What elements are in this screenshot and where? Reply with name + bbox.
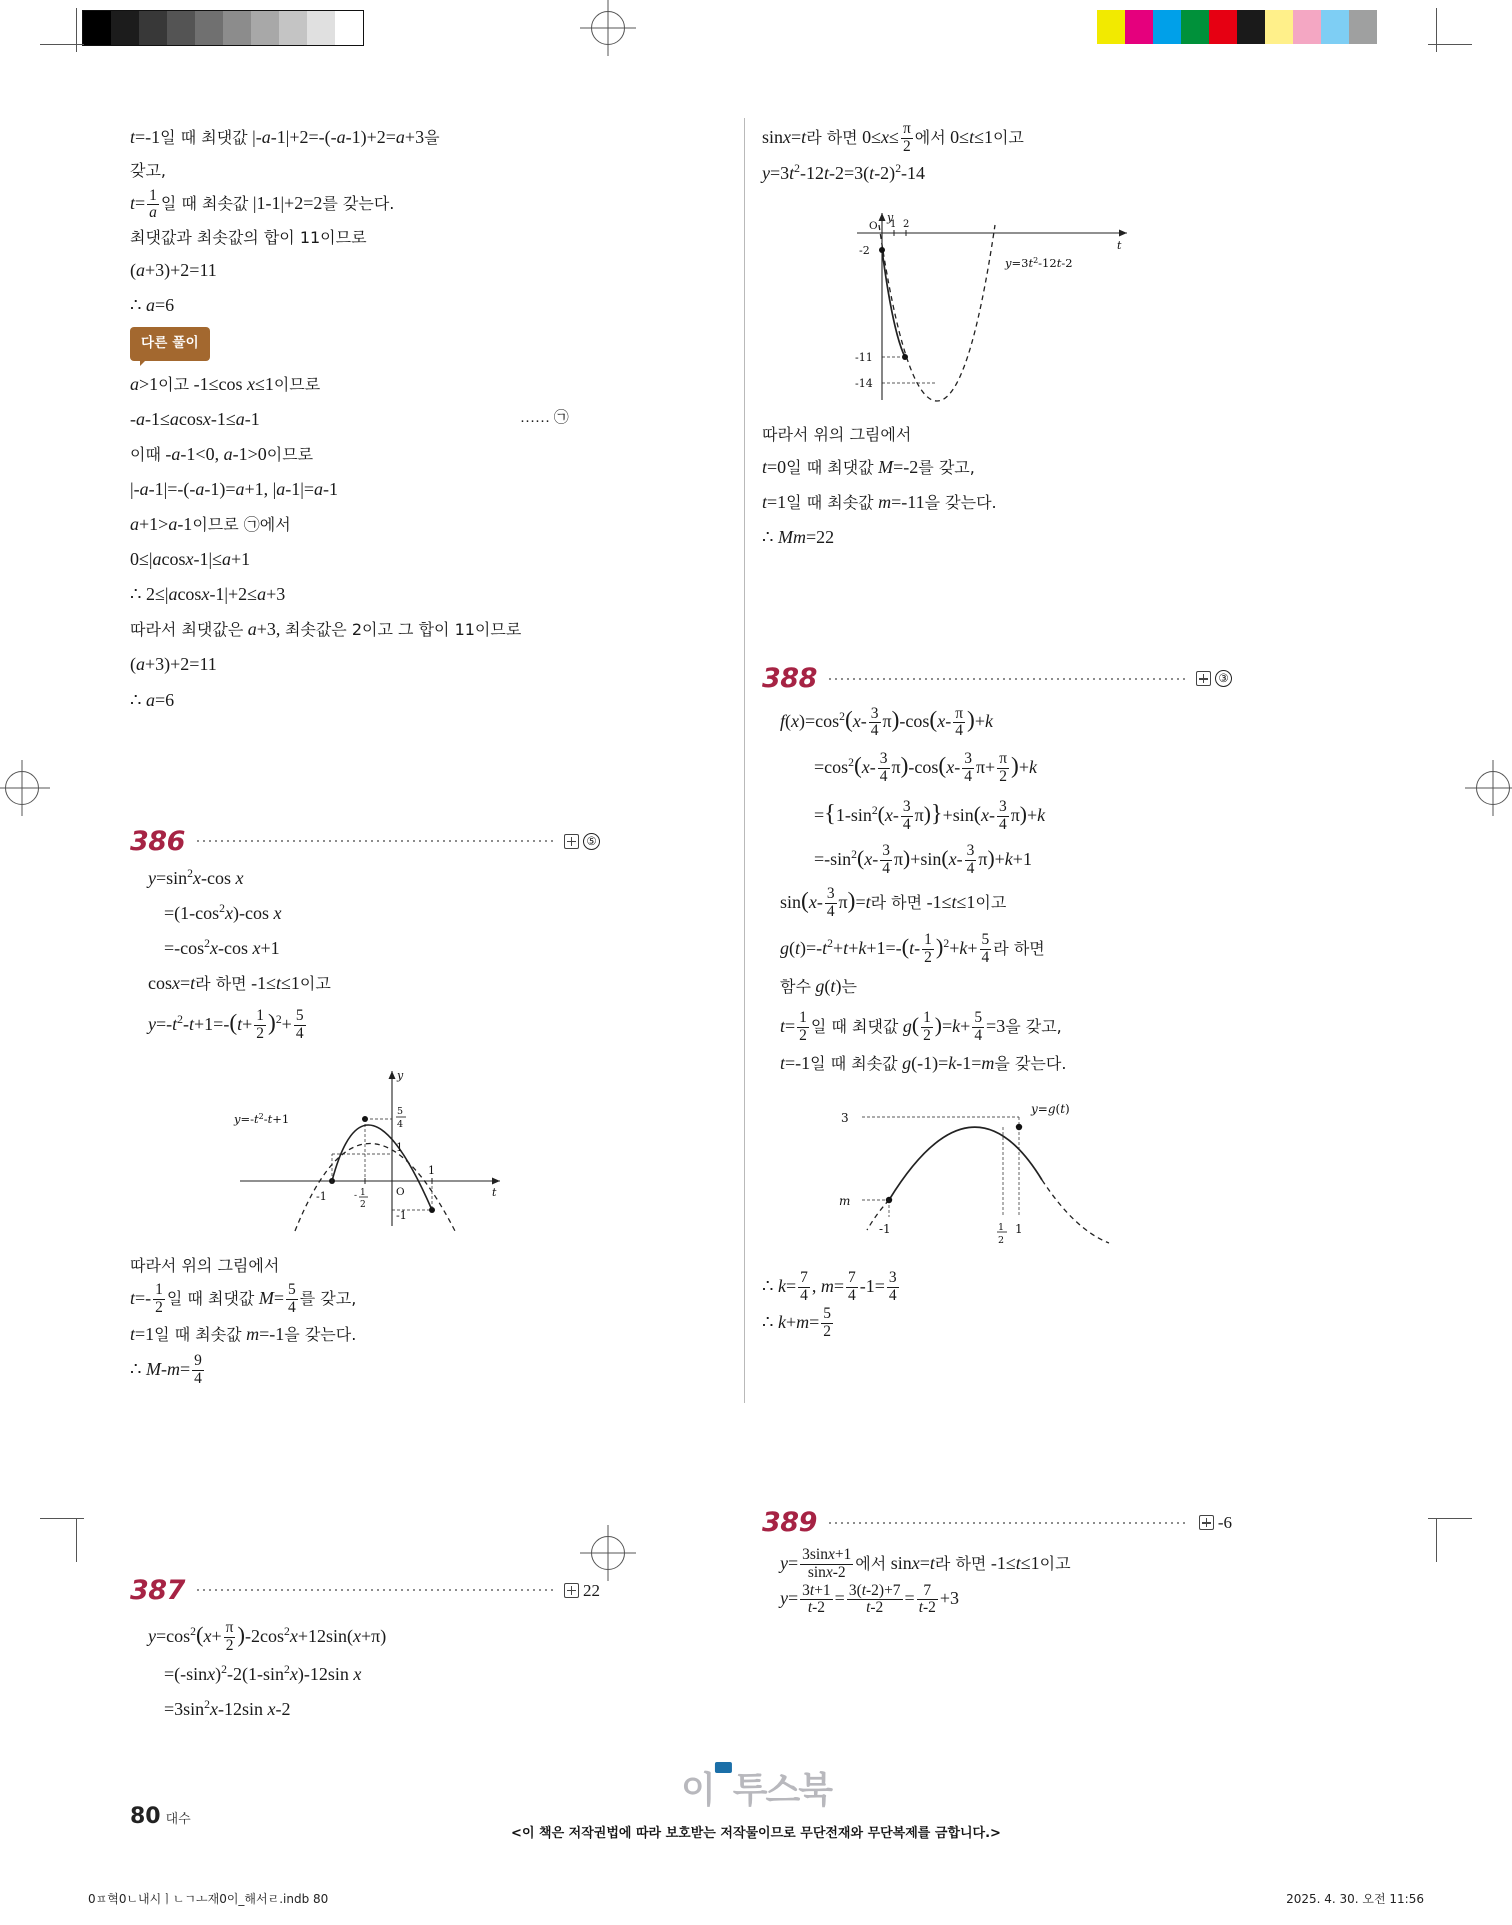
solution-line: $g(t)=-t^2+t+k+1=-(t-$ $\frac{1}{2}$ )$^2$+k+ $\frac{5}{4}$ 라 하면 <box>780 931 1045 966</box>
svg-text:-11: -11 <box>855 350 873 364</box>
reference-mark: …… ㉠ <box>520 409 569 426</box>
solution-line: t=-1일 때 최솟값 g(-1)=k-1=m을 갖는다. <box>780 1052 1067 1073</box>
problem-number: 386 <box>130 825 185 857</box>
solution-line: y= $\frac{3t+1}{t-2}$ = $\frac{3(t-2)+7}{t-2}$ = $\frac{7}{t-2}$ +3 <box>780 1581 960 1617</box>
svg-text:2: 2 <box>903 218 910 230</box>
figure-386 <box>130 1061 600 1236</box>
solution-line: ∴ a=6 <box>130 689 175 710</box>
svg-text:3: 3 <box>841 1110 849 1125</box>
dotted-leader <box>829 678 1186 680</box>
crop-mark-bottom-left <box>40 1510 84 1554</box>
solution-line: ∴ k= $\frac{7}{4}$ , m= $\frac{7}{4}$ -1= $\frac{3}{4}$ <box>762 1269 897 1304</box>
crop-mark-top-left <box>40 8 84 52</box>
figure-388 <box>762 1095 1232 1255</box>
problem-header-388 <box>762 663 1232 695</box>
solution-line: $=\cos^2(x-$ $\frac{3}{4}$ π)-cos(x- $\frac{3}{4}$ π+ $\frac{\pi}{2}$ )+k <box>814 750 1037 786</box>
problem-header-389 <box>762 1506 1232 1539</box>
solution-line: $=3\sin^2x-12\sin$ x-2 <box>164 1697 291 1719</box>
solution-line: 0≤|acosx-1|≤a+1 <box>130 549 251 570</box>
solution-line: 따라서 위의 그림에서 <box>130 1255 280 1275</box>
solution-line: $=(1-\cos^2x)-\cos$ x <box>164 901 282 923</box>
solution-line: $y=\cos^2(x+$ $\frac{\pi}{2}$ )$-2\cos^2x+12\sin(x+\pi)$ <box>148 1618 387 1654</box>
svg-text:-1: -1 <box>879 1221 891 1236</box>
problem-header-387 <box>130 1574 600 1607</box>
registration-mark-right <box>1465 760 1512 816</box>
solution-line: 이때 -a-1<0, a-1>0이므로 <box>130 443 314 464</box>
solution-line: 함수 g(t)는 <box>780 975 857 996</box>
svg-text:O: O <box>396 1185 405 1198</box>
logo-text-left: 이 <box>680 1770 714 1811</box>
print-timestamp: 2025. 4. 30. 오전 11:56 <box>1286 1892 1424 1906</box>
solution-line: $y=\sin^2x-\cos$ x <box>148 866 244 888</box>
solution-line: ∴ M-m= $\frac{9}{4}$ <box>130 1352 202 1387</box>
solution-line: $=\{1-\sin^2(x-$ $\frac{3}{4}$ π)}+sin(x- $\frac{3}{4}$ π)+k <box>814 797 1046 833</box>
alt-solution-tag <box>130 323 600 366</box>
solution-line: 갖고, <box>130 161 166 181</box>
svg-text:m: m <box>839 1193 851 1208</box>
answer-group <box>564 1574 600 1607</box>
svg-text:-: - <box>354 1190 358 1201</box>
svg-text:y: y <box>887 210 894 224</box>
answer-badge-icon <box>1196 671 1211 686</box>
crop-mark-top-right <box>1428 8 1472 52</box>
answer-badge-icon <box>1199 1515 1214 1530</box>
solution-line: 따라서 위의 그림에서 <box>762 424 912 444</box>
answer-value: ⑤ <box>583 833 600 850</box>
answer-group <box>1199 1506 1232 1539</box>
dotted-leader <box>829 1522 1189 1524</box>
page-number: 80 <box>130 1804 161 1829</box>
solution-line: ∴ k+m= $\frac{5}{2}$ <box>762 1304 831 1340</box>
solution-line: a+1>a-1이므로 ㉠에서 <box>130 514 291 535</box>
parabola-chart-388 <box>817 1095 1177 1255</box>
registration-mark-top <box>580 0 636 56</box>
svg-text:t: t <box>1117 238 1122 252</box>
svg-text:-14: -14 <box>855 376 873 390</box>
answer-group <box>564 833 600 850</box>
solution-line: $f(x)=\cos^2(x-$ $\frac{3}{4}$ π)-cos(x- $\frac{\pi}{4}$ )+k <box>780 704 993 740</box>
answer-badge-icon <box>564 1583 579 1598</box>
svg-text:5: 5 <box>397 1105 404 1117</box>
greyscale-calibration-bar <box>82 10 364 46</box>
solution-line: $=(-\sin x)^2-2(1-\sin^2x)-12\sin$ x <box>164 1662 362 1684</box>
svg-text:1: 1 <box>396 1140 403 1154</box>
figure-caption-387: $y=3t^2-12t-2$ <box>1005 255 1073 270</box>
alt-solution-label: 다른 풀이 <box>130 327 210 360</box>
answer-badge-icon <box>564 834 579 849</box>
parabola-chart-386 <box>200 1061 530 1236</box>
solution-line: -a-1≤acosx-1≤a-1 …… ㉠ <box>130 402 600 437</box>
problem-number: 387 <box>130 1574 185 1606</box>
crop-mark-bottom-right <box>1428 1510 1472 1554</box>
solution-line: t= $\frac{1}{a}$ 일 때 최솟값 |1-1|+2=2를 갖는다. <box>130 186 395 222</box>
parabola-chart-387 <box>827 205 1167 405</box>
solution-line: |-a-1|=-(-a-1)=a+1, |a-1|=a-1 <box>130 479 338 500</box>
color-calibration-bar <box>1097 10 1377 44</box>
svg-text:-1: -1 <box>396 1208 407 1222</box>
solution-line: ∴ a=6 <box>130 295 175 316</box>
dotted-leader <box>197 840 554 842</box>
svg-text:y: y <box>397 1068 404 1082</box>
logo-text-mid: 투 <box>732 1770 766 1811</box>
solution-line: y= $\frac{3\sin x+1}{\sin x-2}$ 에서 sinx=t라 하면 -1≤t≤1이고 <box>780 1545 1071 1581</box>
svg-text:2: 2 <box>998 1234 1005 1246</box>
solution-line: $y=3t^2-12t-2=3(t-2)^2-14$ <box>762 161 926 183</box>
svg-text:1: 1 <box>890 218 897 230</box>
left-column <box>130 120 600 1727</box>
answer-value: ③ <box>1215 670 1232 687</box>
source-filename: 0ㅍ혁0ㄴ내시ㅣㄴㄱㅗ재0이_해서ㄹ.indb 80 <box>88 1892 329 1906</box>
solution-line: (a+3)+2=11 <box>130 654 217 675</box>
solution-line: (a+3)+2=11 <box>130 260 217 281</box>
solution-line: $y=-t^2-t+1=-(t+$ $\frac{1}{2}$ )$^2$+ $\frac{5}{4}$ <box>148 1007 304 1043</box>
svg-text:2: 2 <box>360 1199 366 1210</box>
solution-line: 따라서 최댓값은 a+3, 최솟값은 2이고 그 합이 11이므로 <box>130 619 522 640</box>
problem-header-386 <box>130 825 600 857</box>
solution-line: t= $\frac{1}{2}$ 일 때 최댓값 g( $\frac{1}{2}$ )=k+ $\frac{5}{4}$ =3을 갖고, <box>780 1009 1062 1044</box>
solution-line: t=0일 때 최댓값 M=-2를 갖고, <box>762 457 975 478</box>
registration-mark-left <box>0 760 50 816</box>
solution-line: 최댓값과 최솟값의 합이 11이므로 <box>130 228 367 248</box>
solution-line: $=-\cos^2x-\cos$ x+1 <box>164 936 280 958</box>
dotted-leader <box>197 1589 554 1591</box>
svg-text:-1: -1 <box>316 1189 327 1203</box>
publisher-logo <box>681 1762 831 1813</box>
solution-line: ∴ 2≤|acosx-1|+2≤a+3 <box>130 584 286 605</box>
svg-text:4: 4 <box>397 1118 404 1130</box>
page-section-label: 대수 <box>165 1812 191 1827</box>
solution-line: t=1일 때 최솟값 m=-1을 갖는다. <box>130 1323 357 1344</box>
solution-line: t=- $\frac{1}{2}$ 일 때 최댓값 M= $\frac{5}{4}$ 를 갖고, <box>130 1281 357 1316</box>
svg-text:t: t <box>492 1185 497 1199</box>
copyright-notice: <이 책은 저작권법에 따라 보호받는 저작물이므로 무단전재와 무단복제를 금합니다.> <box>511 1826 1001 1841</box>
solution-line: t=1일 때 최솟값 m=-11을 갖는다. <box>762 492 997 513</box>
solution-line: sin(x- $\frac{3}{4}$ π)=t라 하면 -1≤t≤1이고 <box>780 885 1007 921</box>
answer-value: 22 <box>583 1580 600 1600</box>
figure-caption-386: $y=-t^2-t+1$ <box>234 1111 290 1126</box>
solution-line: cosx=t라 하면 -1≤t≤1이고 <box>148 972 331 993</box>
figure-caption-388: y=g(t) <box>1031 1101 1070 1116</box>
svg-text:O: O <box>869 219 878 232</box>
svg-text:1: 1 <box>360 1187 366 1198</box>
svg-text:1: 1 <box>1015 1221 1023 1236</box>
solution-line: a>1이고 -1≤cos x≤1이므로 <box>130 373 321 394</box>
svg-text:1: 1 <box>998 1221 1005 1233</box>
problem-number: 389 <box>762 1507 817 1539</box>
problem-number: 388 <box>762 663 817 695</box>
logo-mark-icon <box>715 1762 732 1773</box>
answer-value: -6 <box>1217 1513 1232 1533</box>
solution-line: t=-1일 때 최댓값 |-a-1|+2=-(-a-1)+2=a+3을 <box>130 127 440 147</box>
figure-387 <box>762 205 1232 405</box>
right-column <box>762 120 1232 1617</box>
logo-text-right: 스북 <box>765 1770 832 1811</box>
solution-line: $=-\sin^2(x-$ $\frac{3}{4}$ π)+sin(x- $\frac{3}{4}$ π)+k+1 <box>814 842 1032 878</box>
solution-line: sinx=t라 하면 0≤x≤ $\frac{\pi}{2}$ 에서 0≤t≤1이고 <box>762 120 1024 156</box>
svg-text:-2: -2 <box>859 243 870 257</box>
svg-text:1: 1 <box>428 1163 435 1177</box>
answer-group <box>1196 670 1232 687</box>
column-divider <box>744 118 745 1403</box>
solution-line: ∴ Mm=22 <box>762 527 835 548</box>
